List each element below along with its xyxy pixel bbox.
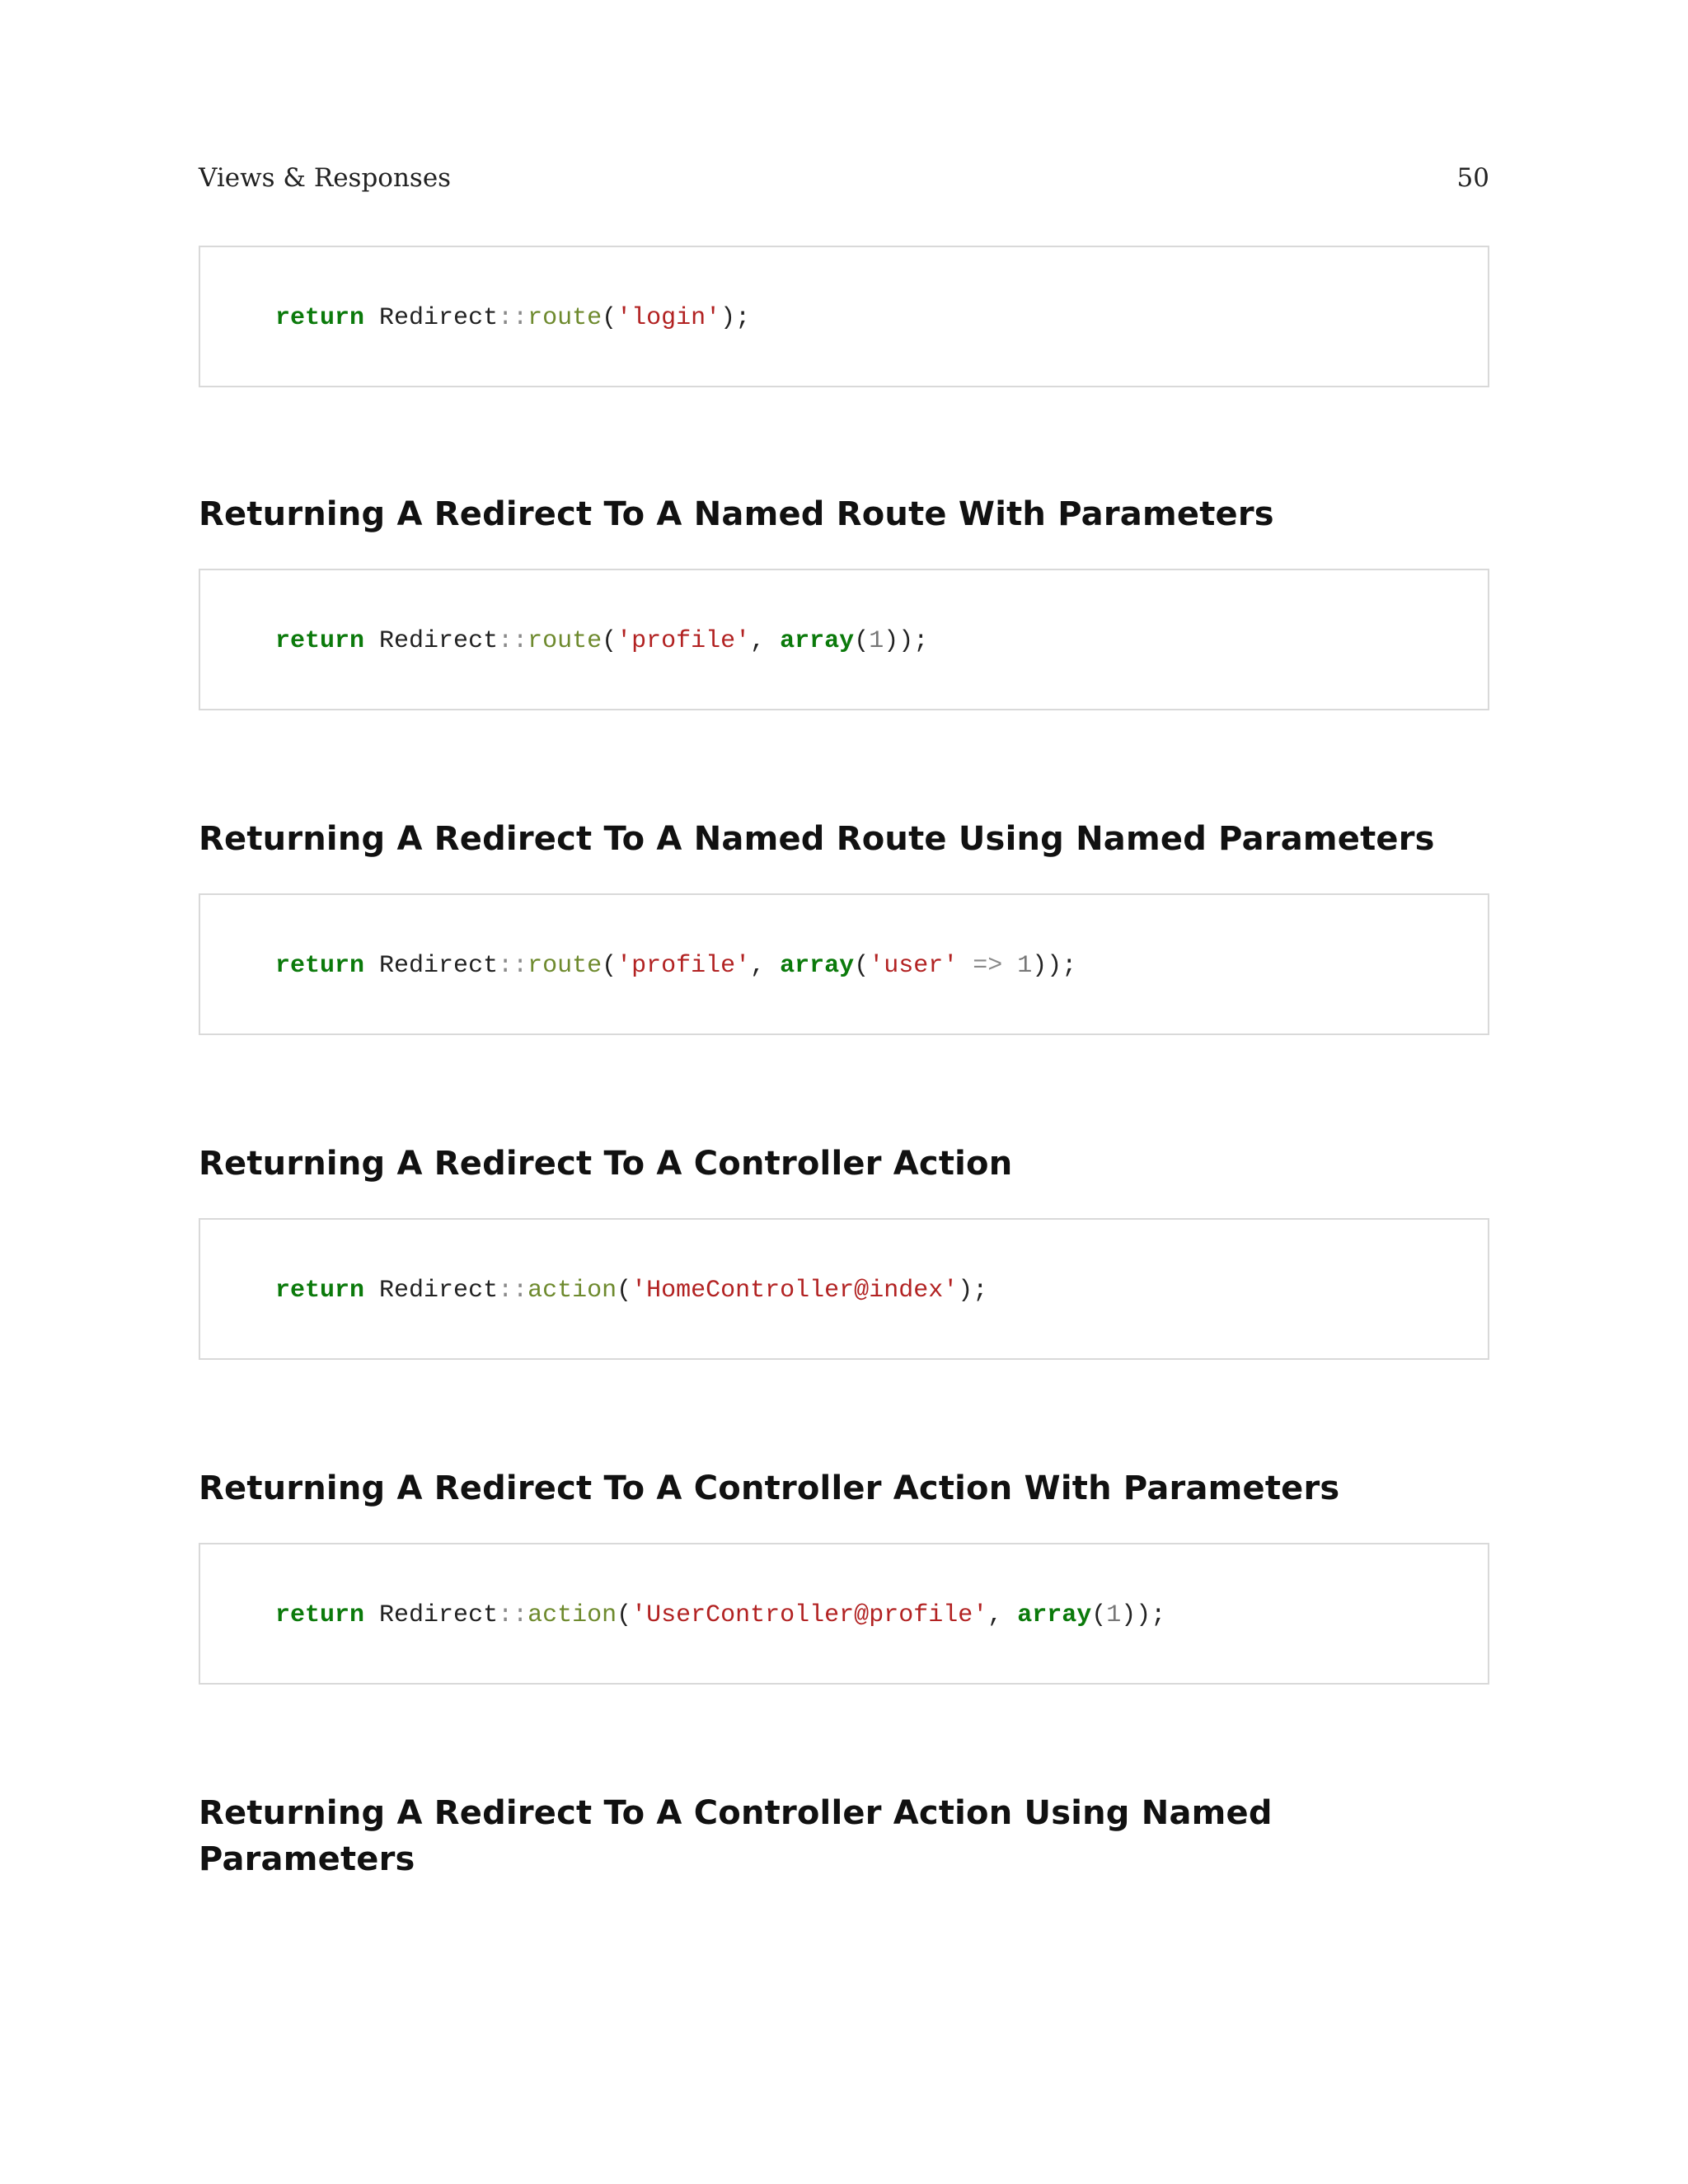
code-keyword: return [275, 1601, 365, 1629]
section-heading: Returning A Redirect To A Controller Action [199, 1145, 1013, 1183]
code-punct: ( [617, 1601, 632, 1629]
code-string: 'HomeController@index' [631, 1277, 959, 1305]
code-punct: )); [1032, 952, 1077, 980]
code-keyword: array [1017, 1601, 1092, 1629]
code-punct: )); [884, 627, 929, 655]
code-block [199, 1218, 1489, 1360]
code-block [199, 893, 1489, 1035]
code-number: 1 [869, 627, 884, 655]
code-class: Redirect [379, 1601, 499, 1629]
code-arrow: => [958, 952, 1018, 980]
code-operator: :: [498, 1601, 528, 1629]
code-string: 'profile' [617, 952, 751, 980]
code-punct: ); [958, 1277, 988, 1305]
section-heading: Returning A Redirect To A Controller Action With Parameters [199, 1469, 1340, 1507]
code-string: 'UserController@profile' [631, 1601, 988, 1629]
section-named-route-with-parameters [199, 491, 1489, 710]
code-block [199, 246, 1489, 387]
section-named-route-named-parameters [199, 816, 1489, 1035]
section-heading: Returning A Redirect To A Controller Action Using Named Parameters [199, 1794, 1273, 1878]
code-punct: ( [602, 627, 617, 655]
code-number: 1 [1106, 1601, 1122, 1629]
code-section-login-route [199, 246, 1489, 387]
code-operator: :: [498, 304, 528, 332]
code-operator: :: [498, 952, 528, 980]
section-controller-action-named-parameters [199, 1790, 1489, 1882]
code-keyword: return [275, 1277, 365, 1305]
code-method: action [528, 1277, 617, 1305]
code-keyword: return [275, 304, 365, 332]
code-line [275, 895, 1076, 1037]
code-punct: , [750, 627, 781, 655]
code-class: Redirect [379, 304, 499, 332]
code-keyword: return [275, 627, 365, 655]
code-line [275, 1220, 987, 1361]
code-line [275, 1544, 1165, 1686]
section-controller-action-with-parameters [199, 1465, 1489, 1685]
code-block [199, 569, 1489, 710]
code-punct: ( [617, 1277, 632, 1305]
code-class: Redirect [379, 952, 499, 980]
section-heading: Returning A Redirect To A Named Route With Parameters [199, 495, 1274, 533]
page-number: 50 [1456, 163, 1489, 193]
code-keyword: array [780, 627, 855, 655]
code-string: 'user' [869, 952, 959, 980]
code-punct: ( [602, 304, 617, 332]
code-punct: , [987, 1601, 1018, 1629]
code-class: Redirect [379, 1277, 499, 1305]
code-method: route [528, 627, 603, 655]
code-operator: :: [498, 627, 528, 655]
code-line [275, 570, 928, 712]
section-heading: Returning A Redirect To A Named Route Using Named Parameters [199, 820, 1435, 858]
code-punct: )); [1121, 1601, 1166, 1629]
code-method: route [528, 304, 603, 332]
code-method: route [528, 952, 603, 980]
code-string: 'profile' [617, 627, 751, 655]
code-operator: :: [498, 1277, 528, 1305]
code-keyword: array [780, 952, 855, 980]
code-block [199, 1543, 1489, 1685]
code-punct: , [750, 952, 781, 980]
code-line [275, 247, 750, 389]
section-controller-action [199, 1141, 1489, 1360]
code-punct: ( [854, 627, 870, 655]
running-header [199, 162, 1489, 194]
code-punct: ); [720, 304, 751, 332]
code-keyword: return [275, 952, 365, 980]
code-punct: ( [1091, 1601, 1107, 1629]
code-punct: ( [602, 952, 617, 980]
chapter-title: Views & Responses [199, 163, 452, 193]
code-class: Redirect [379, 627, 499, 655]
code-punct: ( [854, 952, 870, 980]
code-number: 1 [1017, 952, 1033, 980]
code-method: action [528, 1601, 617, 1629]
code-string: 'login' [617, 304, 721, 332]
